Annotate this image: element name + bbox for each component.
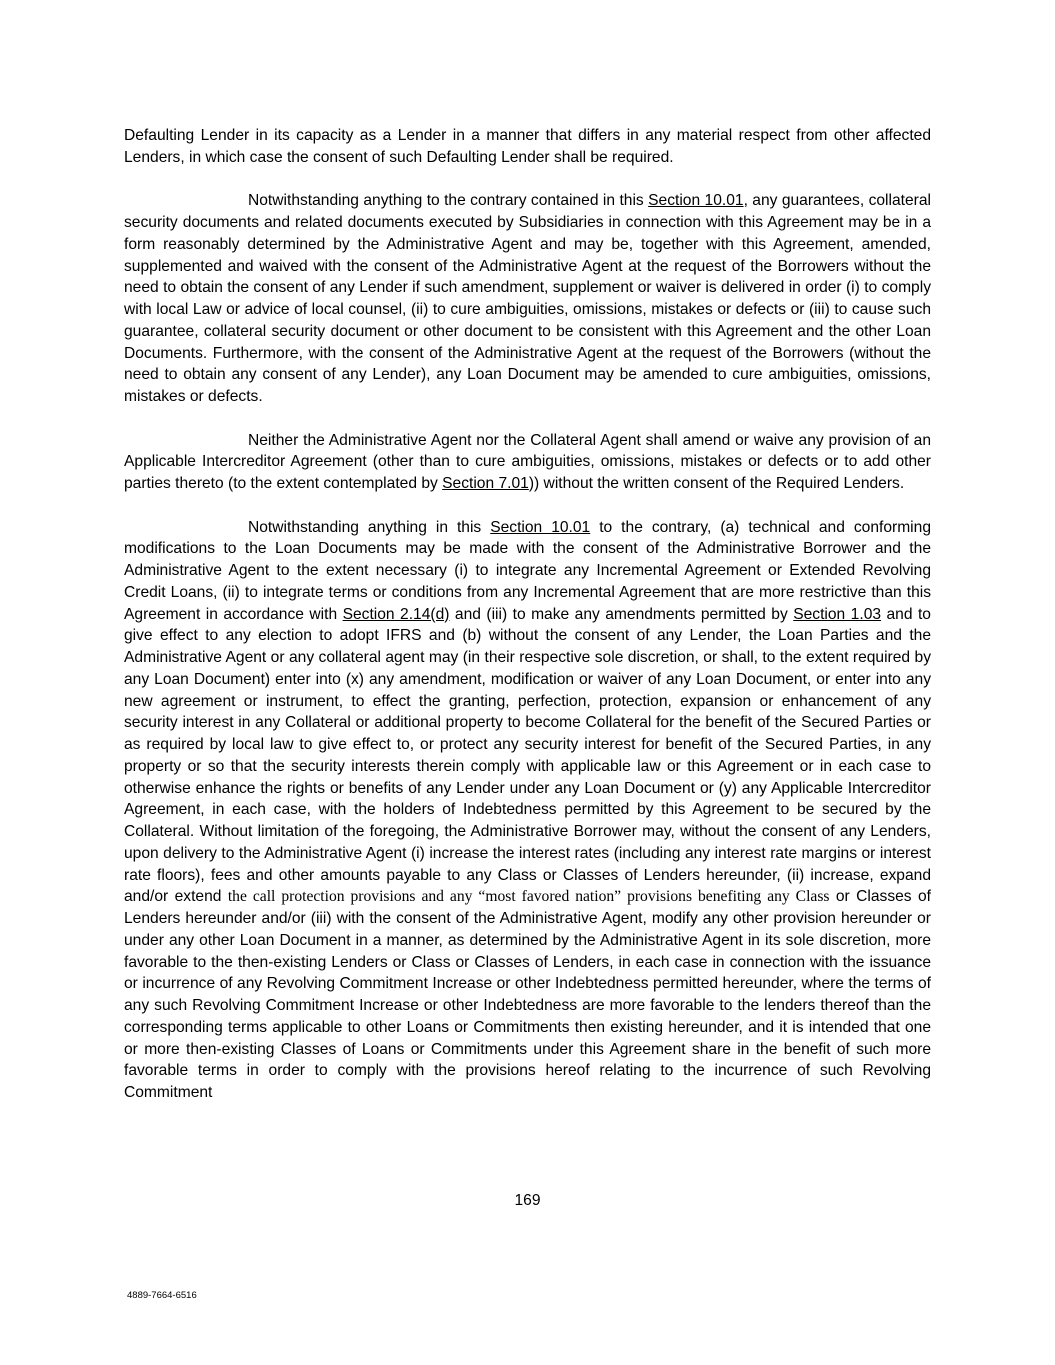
paragraph-indent bbox=[124, 519, 248, 536]
page-number: 169 bbox=[514, 1192, 541, 1209]
text-run: Defaulting Lender in its capacity as a Lender in a manner that differs in any material respect from other affected Lenders, in which case the consent of such Defaulting Lender shall be required. bbox=[124, 127, 931, 166]
paragraph bbox=[124, 125, 931, 169]
paragraph bbox=[124, 190, 931, 408]
paragraph-indent bbox=[124, 432, 248, 449]
text-run: or Classes of Lenders hereunder and/or (iii) with the consent of the Administrative Agent, modify any other provision hereunder or under any other Loan Document in a manner, as determined by the Administrative Agent in its sole discretion, more favorable to the then-existing Lenders or Class or Classes of Lenders, in each case in connection with the issuance or incurrence of any Revolving Commitment Increase or other Indebtedness permitted hereunder, where the terms of any such Revolving Commitment Increase or other Indebtedness are more favorable to the lenders thereof than the corresponding terms applicable to other Loans or Commitments then existing hereunder, and it is intended that one or more then-existing Classes of Loans or Commitments under this Agreement share in the benefit of such more favorable terms in order to comply with the provisions hereof relating to the incurrence of such Revolving Commitment bbox=[124, 888, 931, 1101]
text-run: )) without the written consent of the Required Lenders. bbox=[528, 475, 905, 492]
text-run: and (iii) to make any amendments permitted by bbox=[449, 605, 794, 623]
document-id: 4889-7664-6516 bbox=[127, 1290, 197, 1301]
section-reference: Section 10.01 bbox=[490, 518, 591, 536]
paragraph bbox=[124, 517, 931, 1104]
section-reference: Section 10.01 bbox=[648, 192, 744, 210]
text-run: Notwithstanding anything in this bbox=[248, 518, 491, 536]
text-run: the call protection provisions and any “most favored nation” provisions benefiting any Class bbox=[227, 888, 830, 906]
text-run: and to give effect to any election to adopt IFRS and (b) without the consent of any Lender, the Loan Parties and the Administrative Agent or any collateral agent may (in their respective sole discretion, or shall, to the extent required by any Loan Document) enter into (x) any amendment, modification or waiver of any Loan Document, or enter into any new agreement or instrument, to effect the granting, perfection, protection, expansion or enhancement of any security interest in any Collateral or additional property to become Collateral for the benefit of the Secured Parties or as required by local law to give effect to, or protect any security interest for benefit of the Secured Parties, in any property or so that the security interests therein comply with applicable law or this Agreement or in each case to otherwise enhance the rights or benefits of any Lender under any Loan Document or (y) any Applicable Intercreditor Agreement, in each case, with the holders of Indebtedness permitted by this Agreement to be secured by the Collateral. Without limitation of the foregoing, the Administrative Borrower may, without the consent of any Lenders, upon delivery to the Administrative Agent (i) increase the interest rates (including any interest rate margins or interest rate floors), fees and other amounts payable to any Class or Classes of Lenders hereunder, (ii) increase, expand and/or extend bbox=[124, 605, 931, 906]
text-run: Notwithstanding anything to the contrary contained in this bbox=[248, 192, 649, 210]
paragraph-indent bbox=[124, 192, 248, 209]
section-reference: Section 1.03 bbox=[793, 605, 882, 623]
text-run: to the contrary, (a) technical and conforming modifications to the Loan Documents may be made with the consent of the Administrative Borrower and the Administrative Agent to the extent necessary (i) to integrate any Incremental Agreement or Extended Revolving Credit Loans, (ii) to integrate terms or conditions from any Incremental Agreement that are more restrictive than this Agreement in accordance with bbox=[124, 518, 931, 623]
text-run: Neither the Administrative Agent nor the Collateral Agent shall amend or waive any provision of an Applicable Intercreditor Agreement (other than to cure ambiguities, omissions, mistakes or defects or to add other parties thereto (to the extent contemplated by bbox=[124, 431, 931, 492]
document-body bbox=[124, 125, 931, 1104]
text-run: , any guarantees, collateral security documents and related documents executed by Subsidiaries in connection with this Agreement may be in a form reasonably determined by the Administrative Agent and may be, together with this Agreement, amended, supplemented and waived with the consent of the Administrative Agent at the request of the Borrowers without the need to obtain the consent of any Lender if such amendment, supplement or waiver is delivered in order (i) to comply with local Law or advice of local counsel, (ii) to cure ambiguities, omissions, mistakes or defects or (iii) to cause such guarantee, collateral security document or other document to be consistent with this Agreement and the other Loan Documents. Furthermore, with the consent of the Administrative Agent at the request of the Borrowers (without the need to obtain any consent of any Lender), any Loan Document may be amended to cure ambiguities, omissions, mistakes or defects. bbox=[124, 192, 931, 405]
paragraph bbox=[124, 430, 931, 495]
section-reference: Section 2.14(d) bbox=[342, 605, 450, 623]
section-reference: Section 7.01 bbox=[442, 475, 529, 492]
